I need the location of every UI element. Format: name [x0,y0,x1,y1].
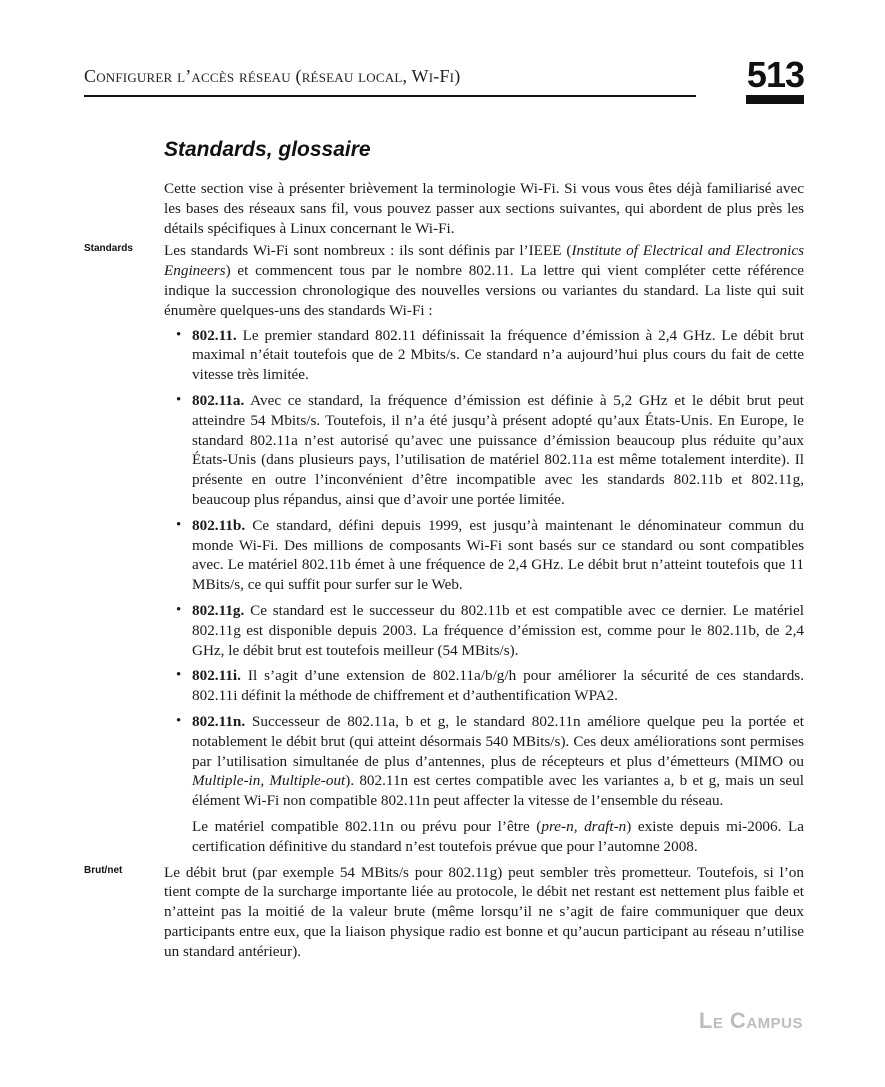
bullet-icon: • [176,516,182,533]
standard-description: Ce standard est le successeur du 802.11b et est compatible avec ce dernier. Le matériel 802.11g est disponible depuis 2003. La fréquence d’émission est, comme pour le 802.11b, de 2,4 GHz, le débit brut est toutefois meilleur (54 MBits/s). [192,601,804,659]
standards-list [164,326,804,857]
standard-description: Avec ce standard, la fréquence d’émission est définie à 5,2 GHz et le débit brut peut atteindre 54 Mbits/s. Toutefois, il n’a été jusqu’à présent adopté qu’aux États-Unis. En Europe, le standard 802.11a n’est autorisé qu’avec une puissance d’émission beaucoup plus réduite qu’aux États-Unis (dans plusieurs pays, l’utilisation de matériel 802.11a est même totalement interdite). Il présente en outre l’inconvénient d’être incompatible avec les standards 802.11b et 802.11g, beaucoup plus répandus, ainsi que d’avoir une portée limitée. [192,391,804,508]
running-title: Configurer l’accès réseau (réseau local, Wi-Fi) [84,66,461,86]
header-rule [84,95,696,97]
standard-name: 802.11. [192,326,237,344]
margin-note-brut-net: Brut/net [84,864,123,876]
bullet-icon: • [176,712,182,729]
standard-name: 802.11i. [192,667,241,685]
publisher-logo: Le Campus [698,1008,803,1033]
margin-note-standards: Standards [84,243,133,255]
intro-paragraph: Cette section vise à présenter brièvement la terminologie Wi-Fi. Si vous vous êtes déjà familiarisé avec les bases des réseaux sans fil, vous pouvez passer aux sections suivantes, qui abordent de plus près les détails spécifiques à Linux concernant le Wi-Fi. [164,180,804,237]
mimo-expansion: Multiple-in, Multiple-out [192,772,346,790]
standard-name: 802.11n. [192,712,246,730]
ieee-full-name: Institute of Electrical and Electronics Engineers [164,242,804,280]
bullet-icon: • [176,601,182,618]
standard-name: 802.11g. [192,601,245,619]
standard-description: Il s’agit d’une extension de 802.11a/b/g/h pour améliorer la sécurité de ces standards. 802.11i définit la méthode de chiffrement et d’authentification WPA2. [192,667,804,705]
list-item [176,666,804,706]
bullet-icon: • [176,667,182,684]
list-item [176,516,804,595]
standards-text-after: ) et commencent tous par le nombre 802.11. La lettre qui vient compléter cette référence indique la succession chronologique des nouvelles versions ou variantes du standard. La liste qui suit énumère quelques-uns des standards Wi-Fi : [164,262,804,319]
pre-n-terms: pre-n, draft-n [541,817,627,835]
standard-name: 802.11b. [192,516,246,534]
list-item [176,601,804,660]
page-number: 513 [746,54,804,95]
brut-net-paragraph: Le débit brut (par exemple 54 MBits/s pour 802.11g) peut sembler très prometteur. Toutefois, si l’on tient compte de la surcharge importante liée au protocole, le débit net restant est nettement plus faible et n’atteint pas la moitié de la valeur brute (même lorsqu’il ne s’agit de faire communiquer que deux participants entre eux, que la liaison physique radio est bonne et qu’aucun participant au réseau n’utilise un standard antérieur). [164,863,804,960]
standard-description-cont: ). 802.11n est certes compatible avec les variantes a, b et g, mais un seul élément Wi-Fi non compatible 802.11n peut affecter la vitesse de l’ensemble du réseau. [192,772,804,810]
bullet-icon: • [176,326,182,343]
list-item [176,326,804,385]
continuation-text-end: ) existe depuis mi-2006. La certification définitive du standard n’est toutefois prévue que pour l’automne 2008. [192,817,804,855]
continuation-text: Le matériel compatible 802.11n ou prévu pour l’être ( [192,817,542,835]
standards-paragraph [164,241,804,320]
bullet-icon: • [176,391,182,408]
standards-block [84,241,804,856]
header-block [746,95,804,104]
standard-description: Successeur de 802.11a, b et g, le standard 802.11n améliore quelque peu la portée et notablement le débit brut (qui atteint désormais 540 MBits/s). Ces deux améliorations sont permises par l’utilisation simultanée de plus d’antennes, plus de récepteurs et plus d’émetteurs (MIMO ou [192,712,804,770]
page-content [84,138,804,961]
standard-name: 802.11a. [192,391,245,409]
brut-net-block [84,863,804,962]
standard-description: Ce standard, défini depuis 1999, est jusqu’à maintenant le dénominateur commun du monde Wi-Fi. Des millions de composants Wi-Fi sont basés sur ce standard ou sont compatibles avec. Le matériel 802.11b émet à une fréquence de 2,4 GHz. Le débit brut n’atteint toutefois que 11 MBits/s, ce qui suffit pour surfer sur le Web. [192,516,804,594]
list-item [176,391,804,510]
list-item [176,712,804,857]
page-header [84,56,804,104]
standards-text-before: Les standards Wi-Fi sont nombreux : ils sont définis par l’IEEE ( [164,242,572,260]
standard-description: Le premier standard 802.11 définissait la fréquence d’émission à 2,4 GHz. Le débit brut maximal n’était toutefois que de 2 Mbits/s. Ce standard n’a aujourd’hui plus cours du fait de cette vitesse très limitée. [192,326,804,384]
standard-continuation [192,817,804,857]
section-title: Standards, glossaire [164,138,371,161]
